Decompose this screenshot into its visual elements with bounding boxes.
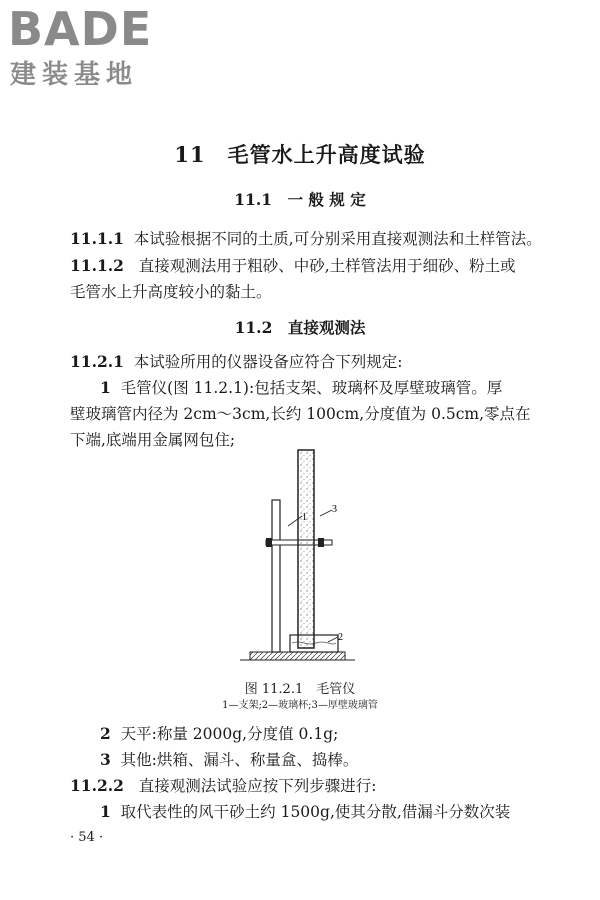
section-heading-11-2: 11.2 直接观测法: [234, 318, 366, 337]
step-1: [100, 802, 510, 822]
item-1-line2: 壁玻璃管内径为 2cm～3cm,长约 100cm,分度值为 0.5cm,零点在: [70, 405, 531, 423]
item-number: 3: [100, 750, 111, 769]
page-number: · 54 ·: [70, 830, 104, 845]
clause-text: 本试验所用的仪器设备应符合下列规定:: [133, 353, 403, 371]
clause-number: 11.2.1: [70, 352, 124, 371]
clause-text: 直接观测法用于粗砂、中砂,土样管法用于细砂、粉土或: [138, 257, 516, 275]
clause-text: 直接观测法试验应按下列步骤进行:: [138, 777, 377, 795]
item-number: 2: [100, 724, 111, 743]
item-2: [100, 724, 338, 744]
clause-11-1-2-cont: 毛管水上升高度较小的黏土。: [70, 283, 272, 301]
figure-caption: 图 11.2.1 毛管仪: [244, 682, 356, 697]
item-text: 其他:烘箱、漏斗、称量盒、捣棒。: [120, 751, 359, 769]
item-text: 毛管仪(图 11.2.1):包括支架、玻璃杯及厚壁玻璃管。厚: [120, 379, 503, 397]
capillary-apparatus-figure: [240, 440, 380, 670]
item-number: 1: [100, 378, 111, 397]
chapter-title: 11 毛管水上升高度试验: [174, 142, 426, 167]
clause-number: 11.1.1: [70, 229, 124, 248]
clause-text: 本试验根据不同的土质,可分别采用直接观测法和土样管法。: [133, 230, 542, 248]
step-text: 取代表性的风干砂土约 1500g,使其分散,借漏斗分数次装: [120, 803, 511, 821]
clause-11-2-2: [70, 776, 376, 796]
clause-11-1-2: [70, 256, 516, 276]
figure-label-2: 2: [338, 632, 343, 643]
item-text: 天平:称量 2000g,分度值 0.1g;: [120, 725, 339, 743]
stand-rod: [272, 500, 280, 652]
figure-label-3: 3: [332, 504, 337, 515]
item-1-line3: 下端,底端用金属网包住;: [70, 431, 236, 449]
clause-11-2-1: [70, 352, 403, 372]
logo-subtitle: 建装基地: [10, 60, 139, 90]
clause-number: 11.2.2: [70, 776, 124, 795]
logo-wordmark: BADE: [8, 2, 153, 56]
clause-11-1-1: [70, 229, 542, 249]
figure-label-1: 1: [302, 512, 307, 523]
thick-walled-tube: [298, 450, 314, 648]
section-heading-11-1: 11.1 一 般 规 定: [234, 190, 366, 209]
step-number: 1: [100, 802, 111, 821]
item-1: [100, 378, 502, 398]
apparatus-base: [250, 652, 345, 660]
logo: [8, 4, 183, 94]
figure-legend: 1—支架;2—玻璃杯;3—厚壁玻璃管: [222, 700, 378, 711]
clause-number: 11.1.2: [70, 256, 124, 275]
item-3: [100, 750, 358, 770]
